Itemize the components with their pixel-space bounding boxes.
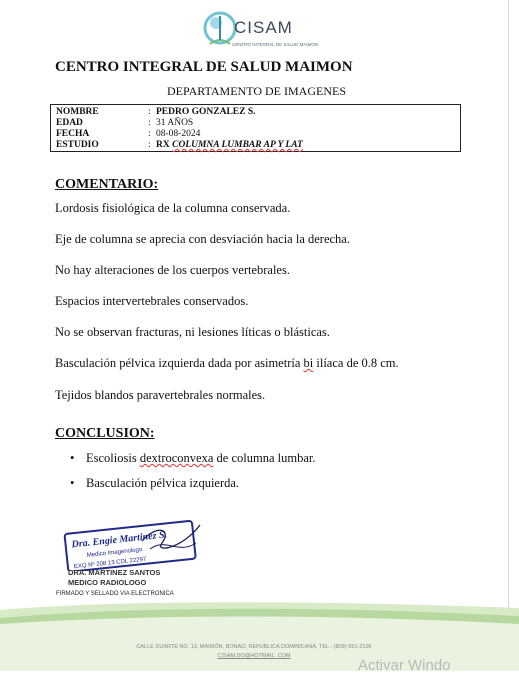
handwritten-signature	[150, 543, 196, 549]
logo-wordmark: CISAM	[234, 18, 293, 37]
comment-line	[55, 356, 399, 371]
spell-flag: dextroconvexa	[139, 451, 214, 465]
doctor-stamp	[62, 519, 204, 571]
info-label: ESTUDIO	[56, 140, 99, 150]
footer-address: CALLE DUARTE NO. 13, MAIMÓN, BONAO, REPUBLICA DOMINICANA, TEL.: (809)-551-2106	[136, 644, 372, 650]
info-colon: :	[148, 129, 151, 139]
spell-flag: bi	[303, 356, 314, 370]
bullet-icon: •	[70, 451, 75, 465]
comment-line: No hay alteraciones de los cuerpos vertebrales.	[55, 263, 290, 277]
comment-text: Basculación pélvica izquierda dada por asimetría	[55, 356, 304, 370]
stamp-role: Medico Imagenologo	[86, 547, 143, 559]
info-label: NOMBRE	[56, 107, 99, 117]
conclusion-text: Basculación pélvica izquierda.	[86, 476, 240, 490]
page-edge	[508, 0, 509, 671]
info-value-name: PEDRO GONZALEZ S.	[156, 107, 256, 117]
stamp-exequatur: EXQ Nº 208 13 CDL 22297	[73, 556, 147, 571]
windows-activation-watermark: Activar Windo	[358, 657, 451, 674]
signer-name: DRA. MARTINEZ SANTOS	[68, 568, 161, 577]
comment-line: Tejidos blandos paravertebrales normales.	[55, 388, 266, 402]
info-label: FECHA	[56, 129, 90, 139]
clinic-title: CENTRO INTEGRAL DE SALUD MAIMON	[55, 59, 353, 75]
comment-text: ilíaca de 0.8 cm.	[313, 356, 399, 370]
footer-email[interactable]: CISAM.DO@HOTMAIL .COM	[217, 653, 291, 659]
signer-role: MEDICO RADIOLOGO	[68, 578, 147, 587]
department-title: DEPARTAMENTO DE IMAGENES	[167, 84, 346, 98]
info-colon: :	[148, 140, 151, 150]
info-value-study	[156, 140, 303, 151]
stamp-name: Dra. Engie Martinez S.	[71, 529, 168, 551]
study-prefix: RX	[156, 140, 170, 150]
info-value-date: 08-08-2024	[156, 129, 201, 139]
logo-tagline: CENTRO INTEGRAL DE SALUD MAIMON	[232, 42, 319, 47]
bullet-icon: •	[70, 476, 75, 490]
info-value-age: 31 AÑOS	[156, 118, 194, 128]
comment-line: Espacios intervertebrales conservados.	[55, 294, 249, 308]
comment-line: Lordosis fisiológica de la columna conservada.	[55, 201, 291, 215]
info-colon: :	[148, 107, 151, 117]
signature-note: FIRMADO Y SELLADO VIA ELECTRONICA	[56, 591, 174, 597]
cisam-logo	[200, 8, 320, 52]
patient-info-box	[50, 104, 461, 152]
comment-line: Eje de columna se aprecia con desviación hacia la derecha.	[55, 232, 350, 246]
study-name: COLUMNA LUMBAR AP Y LAT	[172, 140, 303, 150]
info-colon: :	[148, 118, 151, 128]
comment-line: No se observan fracturas, ni lesiones líticas o blásticas.	[55, 325, 330, 339]
conclusion-heading: CONCLUSION:	[55, 426, 155, 441]
info-label: EDAD	[56, 118, 83, 128]
comment-heading: COMENTARIO:	[55, 177, 159, 192]
conclusion-text: Escoliosis dextroconvexa de columna lumbar.	[86, 451, 316, 465]
